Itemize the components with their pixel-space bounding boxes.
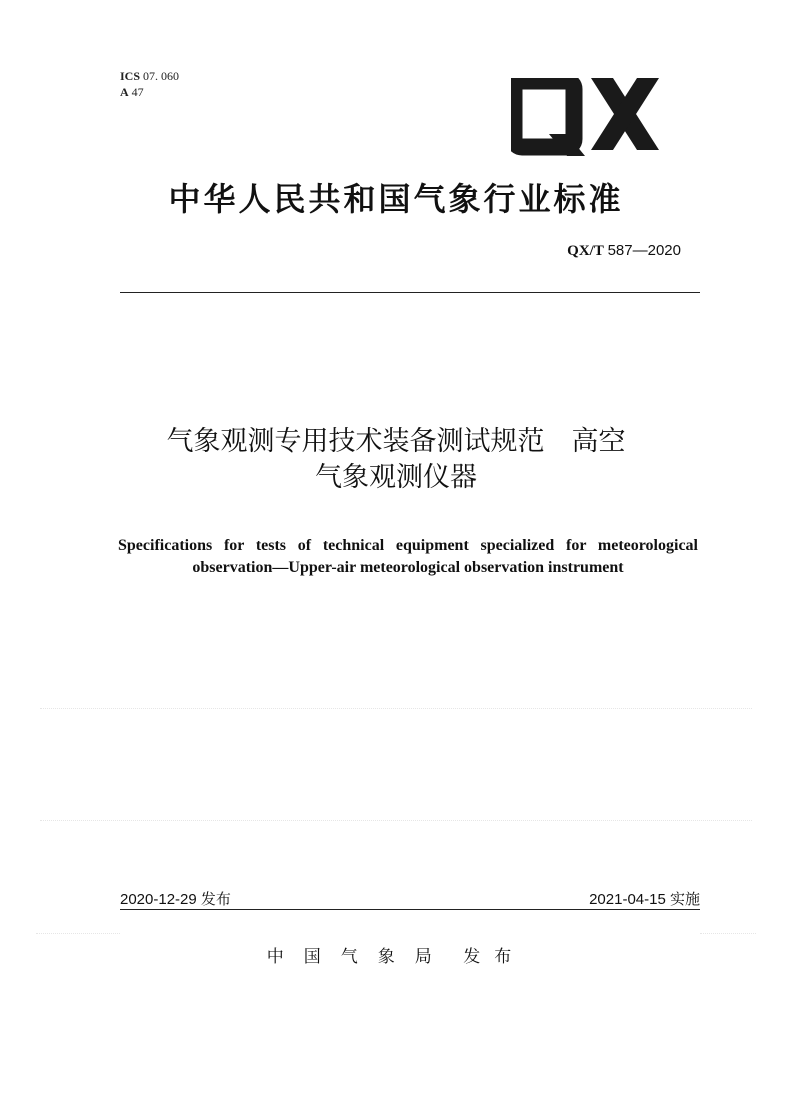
document-title-cn	[0, 424, 792, 496]
standard-code	[567, 242, 681, 260]
ics-label: ICS	[120, 69, 141, 83]
document-title-cn-line2: 气象观测仪器	[315, 462, 477, 493]
top-divider	[120, 292, 700, 293]
publisher-action: 发布	[463, 947, 526, 967]
logo-text: QX	[511, 78, 513, 79]
document-title-en-line1: Specifications for tests of technical equipment specialized for meteorological	[118, 537, 698, 554]
publisher-org: 中国气象局	[266, 947, 452, 967]
logo-letter-x	[591, 78, 659, 150]
standard-code-number: 587—2020	[607, 242, 681, 259]
bottom-divider	[120, 909, 700, 910]
scan-artifact-line	[36, 933, 120, 934]
implementation-date: 2021-04-15 实施	[589, 891, 700, 908]
ics-code: 07. 060	[143, 69, 180, 83]
document-title-cn-line1: 气象观测专用技术装备测试规范 高空	[166, 426, 626, 457]
document-title-en-line2: observation—Upper-air meteorological observation instrument	[192, 559, 624, 576]
ccs-code: 47	[131, 85, 144, 99]
issue-date: 2020-12-29 发布	[120, 891, 231, 908]
logo-letter-q	[514, 81, 585, 156]
ics-line	[120, 68, 179, 84]
publisher-line	[0, 942, 792, 967]
document-title-en	[118, 535, 698, 579]
standard-code-prefix: QX/T	[567, 243, 604, 259]
ccs-label: A	[120, 85, 129, 99]
scan-artifact-line	[40, 820, 752, 821]
qx-logo	[511, 78, 661, 156]
scan-artifact-line	[40, 708, 752, 709]
scan-artifact-line	[700, 933, 756, 934]
classification-codes	[120, 68, 179, 100]
standard-category-title: 中华人民共和国气象行业标准	[168, 180, 624, 218]
ccs-line	[120, 84, 179, 100]
